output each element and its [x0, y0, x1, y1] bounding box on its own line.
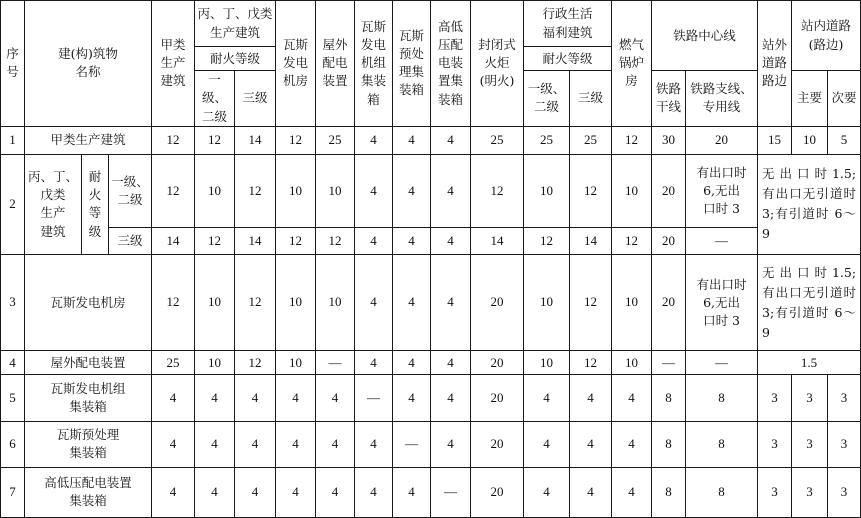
- header-col-c: 瓦斯 发电 机房: [276, 1, 316, 127]
- cell: 12: [612, 228, 652, 255]
- cell: 10: [612, 351, 652, 375]
- table-row: [1, 351, 861, 375]
- cell: 14: [570, 228, 612, 255]
- cell: 4: [316, 375, 355, 421]
- cell: 20: [652, 154, 686, 227]
- cell: 12: [235, 154, 276, 227]
- cell: 8: [652, 467, 686, 517]
- header-road-minor: 次要: [828, 71, 861, 127]
- cell: 3: [792, 467, 828, 517]
- cell: 4: [570, 421, 612, 467]
- header-col-b: 丙、丁、戊类 生产建筑: [195, 1, 276, 47]
- cell: 4: [152, 375, 195, 421]
- header-fire-rating-1: 耐火等级: [195, 47, 276, 71]
- cell: 10: [276, 154, 316, 227]
- cell: 4: [152, 421, 195, 467]
- row-name: 屋外配电装置: [25, 351, 152, 375]
- cell: 8: [686, 375, 758, 421]
- cell: 25: [524, 126, 570, 154]
- cell: —: [355, 375, 393, 421]
- cell: 20: [471, 351, 524, 375]
- cell: 12: [570, 154, 612, 227]
- header-fire-rating-2: 耐火等级: [524, 47, 612, 71]
- cell: 4: [355, 154, 393, 227]
- cell: 4: [235, 467, 276, 517]
- row-fire-rating: 耐火 等级: [82, 154, 109, 254]
- cell: 4: [431, 154, 471, 227]
- cell: 4: [431, 421, 471, 467]
- cell: 4: [431, 255, 471, 351]
- cell: 4: [393, 154, 431, 227]
- header-col-l: 站外 道路 路边: [758, 1, 792, 127]
- cell: 12: [276, 126, 316, 154]
- cell: 4: [612, 375, 652, 421]
- cell: 4: [612, 421, 652, 467]
- table-row: [1, 375, 861, 421]
- cell: 10: [195, 351, 235, 375]
- cell: 3: [758, 467, 792, 517]
- cell: 3: [828, 375, 861, 421]
- cell: 4: [355, 467, 393, 517]
- cell: 10: [524, 255, 570, 351]
- cell: 10: [276, 255, 316, 351]
- header-col-m: 站内道路 (路边): [792, 1, 861, 71]
- cell: —: [316, 351, 355, 375]
- rail-note: —: [686, 228, 758, 255]
- table-row: [1, 467, 861, 517]
- cell: 8: [686, 467, 758, 517]
- header-col-d: 屋外 配电 装置: [316, 1, 355, 127]
- row-grade: 一级、 二级: [109, 154, 152, 227]
- row-name: 丙、丁、 戊类 生产 建筑: [25, 154, 82, 254]
- row-name: 瓦斯发电机组 集装箱: [25, 375, 152, 421]
- cell: 12: [195, 228, 235, 255]
- cell: 20: [471, 375, 524, 421]
- cell: 4: [393, 126, 431, 154]
- cell: 25: [316, 126, 355, 154]
- row-no: 4: [1, 351, 25, 375]
- cell: 25: [471, 126, 524, 154]
- row-name: 高低压配电装置 集装箱: [25, 467, 152, 517]
- cell: 20: [471, 255, 524, 351]
- road-note: 无 出 口 时 1.5;有出口无引道时 3;有引道时 6～9: [758, 154, 861, 254]
- cell: 3: [828, 467, 861, 517]
- road-note: 无 出 口 时 1.5;有出口无引道时 3;有引道时 6～9: [758, 255, 861, 351]
- cell: 3: [792, 421, 828, 467]
- cell: 12: [570, 255, 612, 351]
- cell: 10: [195, 255, 235, 351]
- cell: 4: [393, 228, 431, 255]
- cell: —: [431, 467, 471, 517]
- cell: 20: [471, 467, 524, 517]
- header-grade-12-b: 一级、 二级: [524, 71, 570, 127]
- cell: 20: [686, 126, 758, 154]
- cell: 12: [152, 126, 195, 154]
- cell: 12: [235, 351, 276, 375]
- row-grade: 三级: [109, 228, 152, 255]
- row-no: 3: [1, 255, 25, 351]
- table-row: [1, 228, 861, 255]
- header-grade-3-b: 三级: [570, 71, 612, 127]
- cell: 4: [316, 421, 355, 467]
- cell: 4: [570, 375, 612, 421]
- cell: 10: [316, 154, 355, 227]
- cell: 4: [235, 421, 276, 467]
- row-no: 6: [1, 421, 25, 467]
- cell: 4: [195, 421, 235, 467]
- cell: 8: [652, 421, 686, 467]
- cell: 4: [195, 375, 235, 421]
- table-row: [1, 421, 861, 467]
- cell: 4: [355, 255, 393, 351]
- cell: 4: [431, 228, 471, 255]
- cell: 15: [758, 126, 792, 154]
- cell: 14: [471, 228, 524, 255]
- cell: 12: [570, 351, 612, 375]
- header-grade-3-a: 三级: [235, 71, 276, 127]
- cell: 4: [431, 351, 471, 375]
- cell: 10: [792, 126, 828, 154]
- cell: 3: [792, 375, 828, 421]
- row-name: 甲类生产建筑: [25, 126, 152, 154]
- cell: 10: [524, 351, 570, 375]
- header-col-j: 燃气 锅炉 房: [612, 1, 652, 127]
- cell: 25: [570, 126, 612, 154]
- cell: 25: [152, 351, 195, 375]
- row-no: 5: [1, 375, 25, 421]
- table-row: [1, 126, 861, 154]
- cell: 10: [612, 154, 652, 227]
- table-row: [1, 154, 861, 227]
- cell: 20: [652, 228, 686, 255]
- rail-note: 有出口时 6,无出 口时 3: [686, 255, 758, 351]
- header-rail-branch: 铁路支线、 专用线: [686, 71, 758, 127]
- cell: 4: [152, 467, 195, 517]
- cell: 4: [276, 467, 316, 517]
- road-note: 1.5: [758, 351, 861, 375]
- cell: 20: [652, 255, 686, 351]
- cell: 10: [316, 255, 355, 351]
- cell: 4: [276, 375, 316, 421]
- cell: 4: [393, 255, 431, 351]
- cell: 4: [355, 351, 393, 375]
- cell: 14: [235, 228, 276, 255]
- cell: 12: [471, 154, 524, 227]
- header-col-h: 封闭式 火炬 (明火): [471, 1, 524, 127]
- header-col-f: 瓦斯 预处 理集 装箱: [393, 1, 431, 127]
- cell: 3: [828, 421, 861, 467]
- cell: 10: [195, 154, 235, 227]
- cell: 5: [828, 126, 861, 154]
- row-no: 7: [1, 467, 25, 517]
- header-seq: 序 号: [1, 1, 25, 127]
- cell: 4: [524, 467, 570, 517]
- cell: 3: [758, 375, 792, 421]
- header-col-a: 甲类 生产 建筑: [152, 1, 195, 127]
- cell: 4: [393, 375, 431, 421]
- table-row: [1, 255, 861, 351]
- header-road-major: 主要: [792, 71, 828, 127]
- cell: 4: [355, 126, 393, 154]
- cell: 12: [316, 228, 355, 255]
- cell: 12: [195, 126, 235, 154]
- cell: 4: [570, 467, 612, 517]
- cell: 10: [612, 255, 652, 351]
- row-name: 瓦斯预处理 集装箱: [25, 421, 152, 467]
- cell: —: [393, 421, 431, 467]
- row-name: 瓦斯发电机房: [25, 255, 152, 351]
- cell: 12: [276, 228, 316, 255]
- cell: 12: [152, 255, 195, 351]
- header-grade-12-a: 一级、 二级: [195, 71, 235, 127]
- cell: 4: [612, 467, 652, 517]
- cell: 4: [276, 421, 316, 467]
- cell: 8: [652, 375, 686, 421]
- cell: 12: [235, 255, 276, 351]
- cell: 4: [316, 467, 355, 517]
- header-col-i: 行政生活 福利建筑: [524, 1, 612, 47]
- cell: 4: [355, 421, 393, 467]
- cell: 3: [758, 421, 792, 467]
- header-name: 建(构)筑物 名称: [25, 1, 152, 127]
- cell: 10: [524, 154, 570, 227]
- cell: 4: [431, 375, 471, 421]
- rail-note: 有出口时 6,无出 口时 3: [686, 154, 758, 227]
- cell: —: [686, 351, 758, 375]
- cell: 4: [431, 126, 471, 154]
- cell: 4: [393, 351, 431, 375]
- cell: 14: [235, 126, 276, 154]
- cell: 12: [152, 154, 195, 227]
- cell: 14: [152, 228, 195, 255]
- row-no: 1: [1, 126, 25, 154]
- header-rail-main: 铁路 干线: [652, 71, 686, 127]
- cell: 8: [686, 421, 758, 467]
- cell: 4: [524, 421, 570, 467]
- cell: 12: [612, 126, 652, 154]
- cell: 4: [524, 375, 570, 421]
- cell: —: [652, 351, 686, 375]
- header-col-e: 瓦斯 发电 机组 集装 箱: [355, 1, 393, 127]
- cell: 20: [471, 421, 524, 467]
- cell: 30: [652, 126, 686, 154]
- cell: 10: [276, 351, 316, 375]
- header-col-k: 铁路中心线: [652, 1, 758, 71]
- cell: 4: [355, 228, 393, 255]
- row-no: 2: [1, 154, 25, 254]
- cell: 4: [235, 375, 276, 421]
- cell: 4: [393, 467, 431, 517]
- header-col-g: 高低 压配 电装 置集 装箱: [431, 1, 471, 127]
- cell: 12: [524, 228, 570, 255]
- cell: 4: [195, 467, 235, 517]
